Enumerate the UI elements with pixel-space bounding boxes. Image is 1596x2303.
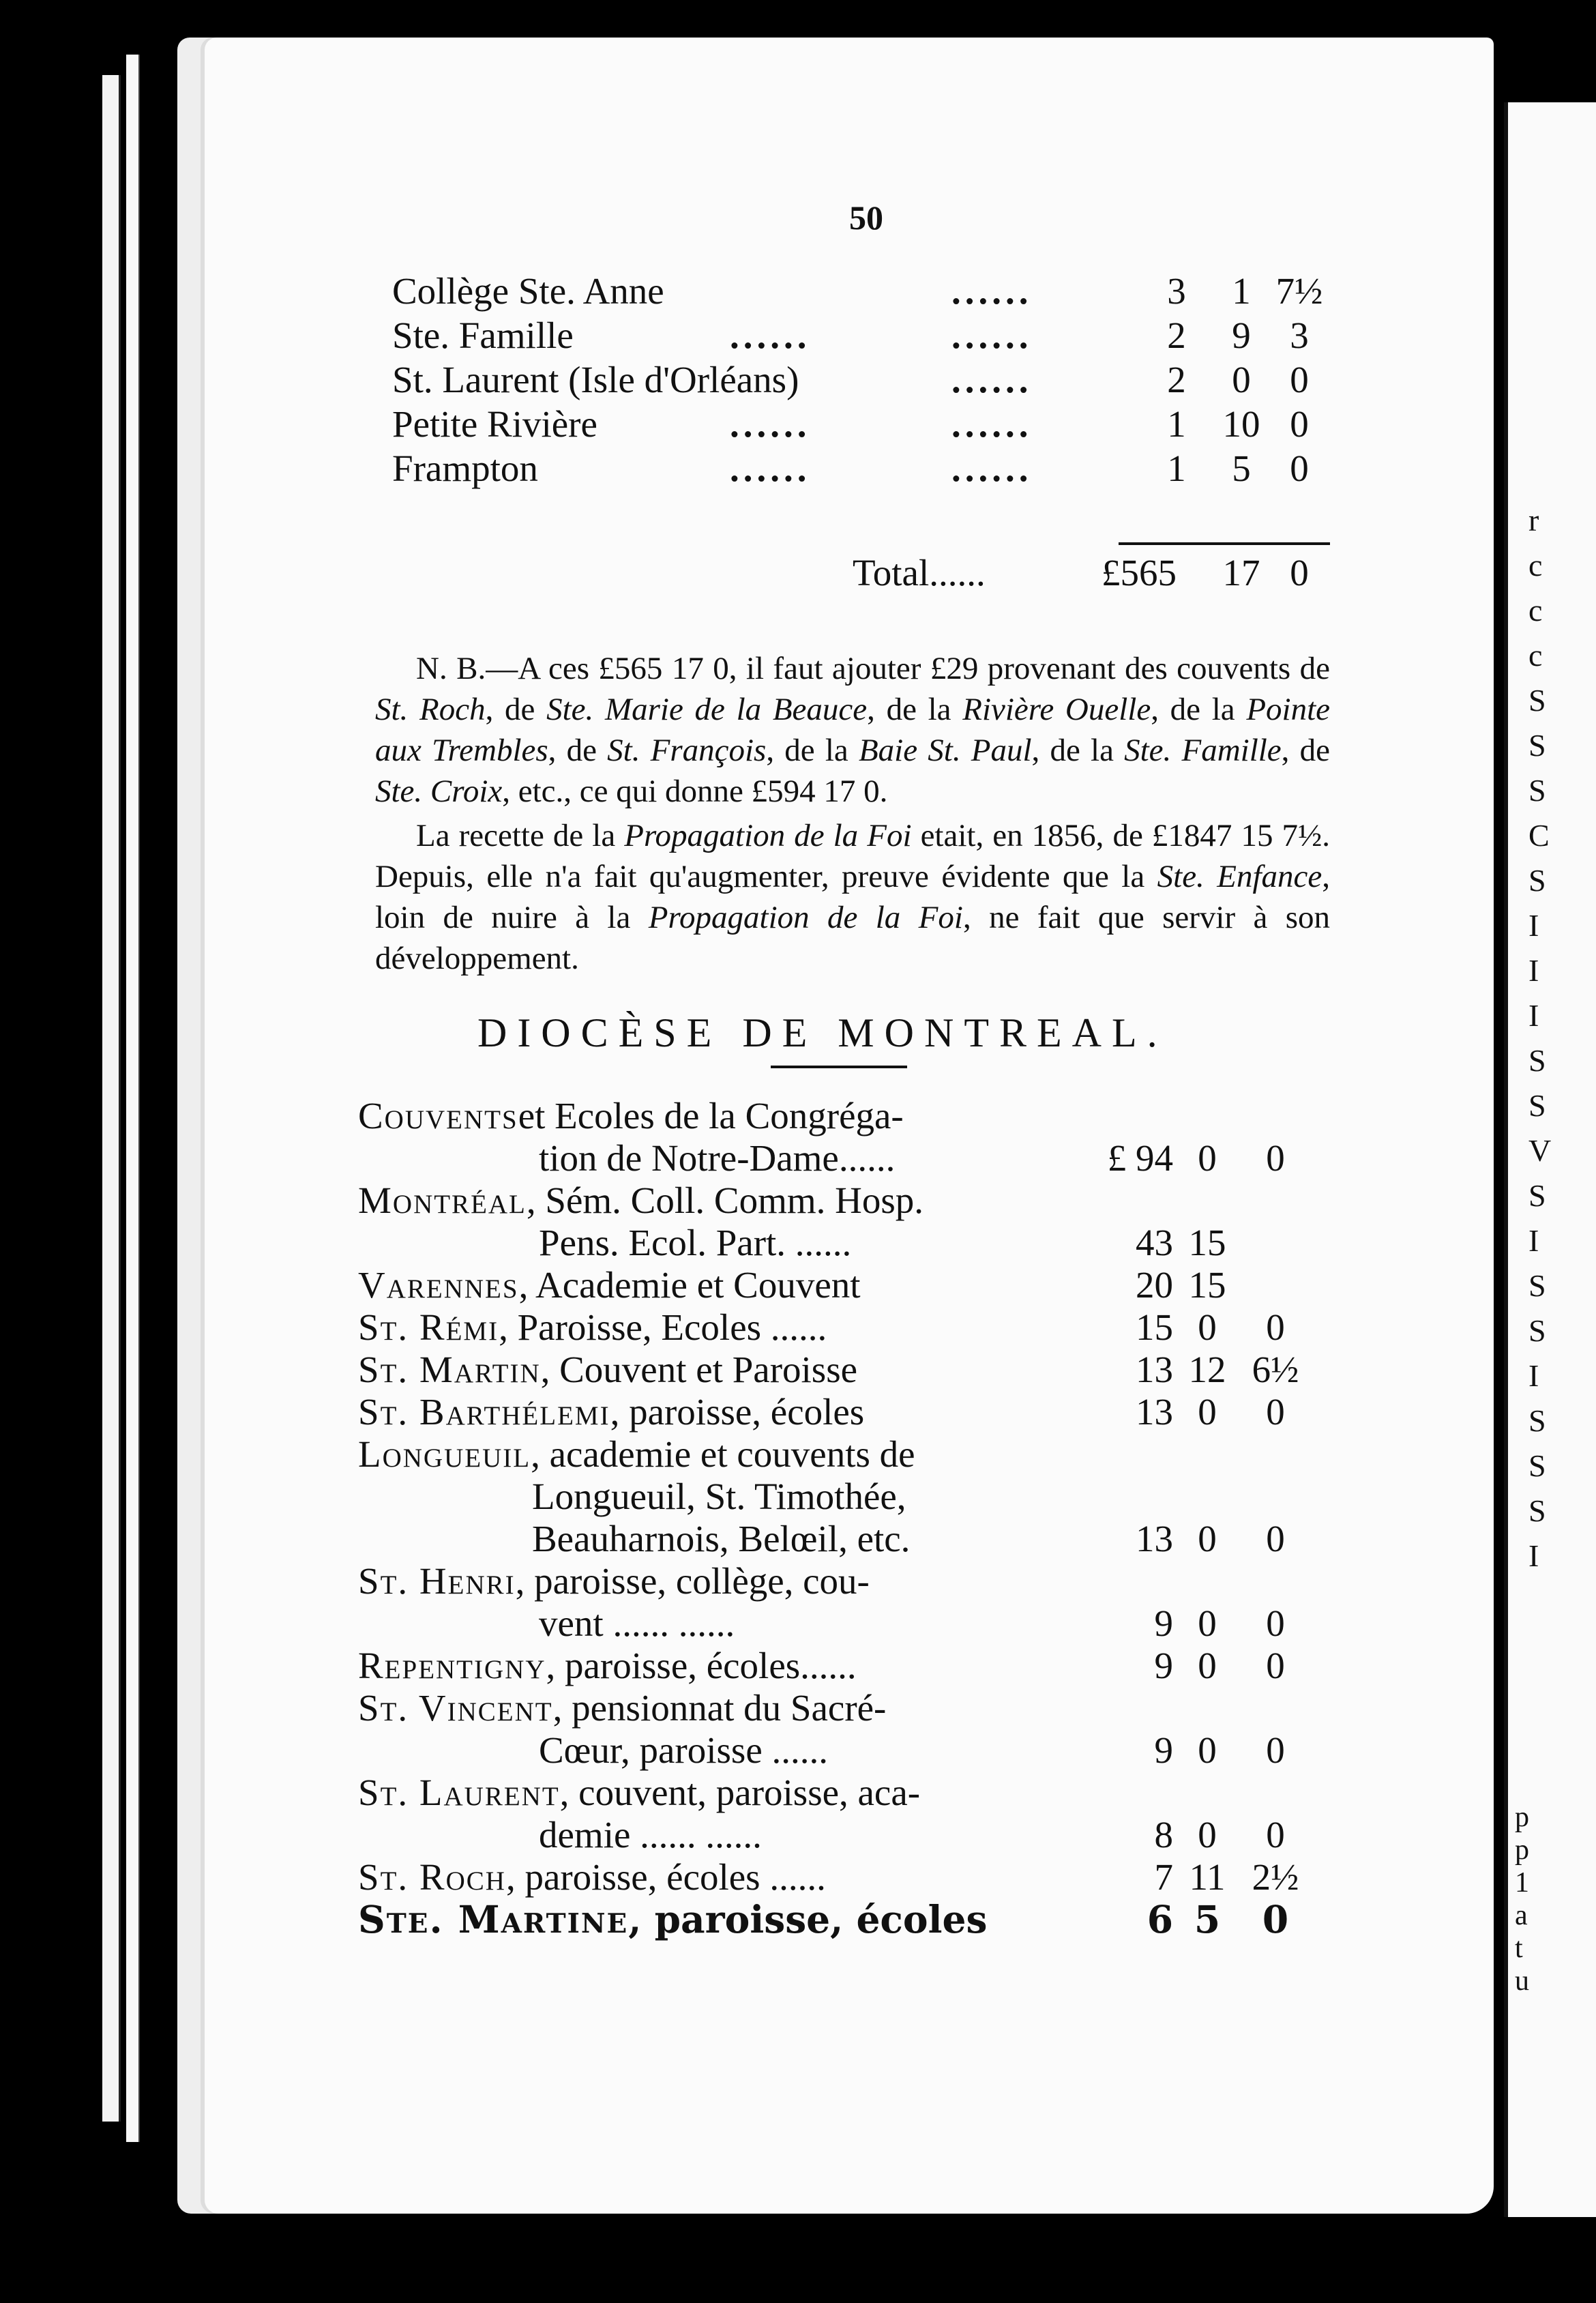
montreal-shillings: 0 — [1198, 1645, 1217, 1686]
entry-pounds: 2 — [1167, 359, 1186, 400]
nb-text: , etc., ce qui donne £594 17 0. — [502, 774, 888, 809]
entry-pence: 3 — [1290, 314, 1309, 356]
montreal-pounds: 15 — [1136, 1306, 1173, 1348]
montreal-shillings: 15 — [1188, 1222, 1226, 1263]
montreal-shillings: 11 — [1189, 1856, 1226, 1898]
facing-letter: S — [1528, 683, 1546, 718]
montreal-shillings: 0 — [1198, 1814, 1217, 1855]
montreal-pounds: 9 — [1154, 1729, 1173, 1771]
facing-letter: S — [1528, 1493, 1546, 1528]
entry-pence: 0 — [1290, 359, 1309, 400]
nb-text: , de la — [1151, 692, 1247, 727]
montreal-entry-desc: , paroisse, écoles...... — [546, 1645, 857, 1686]
leader-dots: ...... — [730, 448, 811, 489]
entry-row — [0, 314, 1596, 357]
facing-letter: C — [1528, 818, 1550, 853]
montreal-shillings: 0 — [1198, 1306, 1217, 1348]
montreal-entry-desc: , paroisse, écoles ...... — [505, 1856, 826, 1898]
montreal-entry-head: St. Laurent — [358, 1772, 560, 1813]
montreal-entry-text — [358, 1898, 987, 1941]
montreal-entry-text — [539, 1137, 895, 1179]
recette-text: , ne fait que servir à son développement. — [375, 900, 1331, 976]
entry-pounds: 1 — [1167, 403, 1186, 445]
montreal-entry-head: Ste. Martine — [358, 1897, 629, 1941]
facing-bottom-letter: p — [1515, 1802, 1529, 1833]
entry-shillings: 0 — [1232, 359, 1251, 400]
nb-italic: St. François — [607, 733, 767, 768]
leader-dots: ...... — [951, 403, 1033, 445]
montreal-entry-desc: , couvent, paroisse, aca- — [559, 1772, 921, 1813]
recette-text: etait, en 1856, de £1847 15 7½. Depuis, elle n'a fait qu'augmenter, preuve évidente que la — [375, 818, 1331, 894]
total-pounds: £565 — [1102, 552, 1177, 593]
nb-italic: Ste. Famille — [1124, 733, 1282, 768]
entry-name: Petite Rivière — [392, 403, 597, 445]
montreal-entry-desc: , paroisse, collège, cou- — [515, 1560, 870, 1602]
montreal-entry-desc: , academie et couvents de — [531, 1433, 915, 1475]
montreal-entry-head: St. Rémi — [358, 1306, 499, 1348]
montreal-shillings: 15 — [1188, 1264, 1226, 1306]
montreal-entry-text — [532, 1476, 906, 1518]
facing-bottom-letter: p — [1515, 1834, 1529, 1866]
montreal-shillings: 5 — [1194, 1897, 1221, 1941]
entry-row — [0, 447, 1596, 490]
leader-dots: ...... — [730, 314, 811, 356]
nb-italic: Rivière Ouelle — [962, 692, 1151, 727]
montreal-entry-text — [358, 1306, 827, 1349]
nb-italic: Baie St. Paul — [858, 733, 1032, 768]
montreal-entry-desc: Pens. Ecol. Part. ...... — [539, 1222, 852, 1263]
recette-paragraph — [375, 815, 1330, 979]
recette-text: La recette de la — [416, 818, 625, 853]
montreal-entry-head: Longueuil — [358, 1433, 531, 1475]
montreal-entry-text — [358, 1349, 857, 1391]
montreal-shillings: 0 — [1198, 1518, 1217, 1559]
montreal-entry-text — [539, 1602, 735, 1645]
montreal-pence: 0 — [1266, 1306, 1285, 1348]
nb-text: , de la — [766, 733, 859, 768]
sum-rule — [1119, 542, 1330, 545]
montreal-pence: 0 — [1266, 1645, 1285, 1686]
facing-letter: S — [1528, 1448, 1546, 1483]
montreal-entry-desc: , paroisse, écoles — [628, 1897, 988, 1941]
montreal-pounds: £ 94 — [1107, 1137, 1173, 1179]
entry-row — [0, 358, 1596, 402]
montreal-entry-head: St. Barthélemi — [358, 1391, 610, 1433]
recette-italic: Propagation de la Foi — [648, 900, 963, 935]
leader-dots: ...... — [951, 448, 1033, 489]
leader-dots: ...... — [951, 359, 1033, 400]
facing-letter: I — [1528, 1358, 1539, 1393]
montreal-pounds: 20 — [1136, 1264, 1173, 1306]
recette-text: , loin de nuire à la — [375, 859, 1330, 935]
montreal-pence: 0 — [1266, 1602, 1285, 1644]
nb-text: , de — [548, 733, 608, 768]
montreal-entry-desc: et Ecoles de la Congréga- — [518, 1095, 904, 1136]
entry-pounds: 1 — [1167, 448, 1186, 489]
montreal-entry-text — [358, 1095, 904, 1137]
facing-bottom-letter: t — [1515, 1933, 1523, 1964]
nb-text — [375, 648, 1330, 812]
total-label: Total...... — [853, 552, 986, 593]
facing-letter: S — [1528, 1313, 1546, 1348]
montreal-entry-desc: , paroisse, écoles — [610, 1391, 865, 1433]
montreal-entry-text — [358, 1687, 886, 1729]
facing-letter: c — [1528, 593, 1543, 628]
total-row — [0, 548, 1596, 595]
montreal-entry-desc: , Paroisse, Ecoles ...... — [499, 1306, 827, 1348]
montreal-entry-head: Couvents — [358, 1095, 518, 1136]
nb-text: , de la — [867, 692, 963, 727]
facing-letter: S — [1528, 1268, 1546, 1303]
montreal-pounds: 8 — [1154, 1814, 1173, 1855]
facing-letter: S — [1528, 773, 1546, 808]
entry-pence: 7½ — [1275, 270, 1323, 312]
montreal-entry-text — [358, 1645, 857, 1687]
nb-text: , de — [485, 692, 547, 727]
montreal-pounds: 13 — [1136, 1391, 1173, 1433]
entry-name: Frampton — [392, 448, 538, 489]
montreal-entry-desc: Cœur, paroisse ...... — [539, 1729, 828, 1771]
entry-shillings: 10 — [1222, 403, 1260, 445]
facing-letter: I — [1528, 998, 1539, 1033]
nb-italic: Ste. Marie de la Beauce — [546, 692, 868, 727]
montreal-pounds: 43 — [1136, 1222, 1173, 1263]
facing-bottom-letter: 1 — [1515, 1867, 1529, 1898]
facing-letter: S — [1528, 1088, 1546, 1123]
entry-name: Collège Ste. Anne — [392, 270, 664, 312]
montreal-entry-desc: Longueuil, St. Timothée, — [532, 1476, 906, 1517]
montreal-entry-text — [358, 1264, 861, 1306]
nb-italic: Ste. Croix — [375, 774, 503, 809]
facing-letter: I — [1528, 953, 1539, 988]
leader-dots: ...... — [951, 270, 1033, 312]
montreal-entry-text — [358, 1391, 864, 1433]
nb-italic: Pointe aux Trembles — [375, 692, 1330, 768]
nb-text: , de la — [1031, 733, 1125, 768]
montreal-pence: 6½ — [1252, 1349, 1299, 1390]
facing-letter: c — [1528, 548, 1543, 583]
montreal-entry-desc: , Academie et Couvent — [518, 1264, 861, 1306]
nb-paragraph — [375, 648, 1330, 812]
recette-italic: Ste. Enfance — [1157, 859, 1322, 894]
facing-letter: S — [1528, 728, 1546, 763]
total-shillings: 17 — [1222, 552, 1260, 593]
montreal-entry-text — [358, 1433, 915, 1476]
facing-letter: c — [1528, 638, 1543, 673]
entry-row — [0, 269, 1596, 313]
montreal-pounds: 6 — [1147, 1897, 1173, 1941]
montreal-shillings: 0 — [1198, 1602, 1217, 1644]
montreal-entry-desc: tion de Notre-Dame...... — [539, 1137, 896, 1179]
montreal-shillings: 0 — [1198, 1137, 1217, 1179]
total-pence: 0 — [1290, 552, 1309, 593]
entry-shillings: 9 — [1232, 314, 1251, 356]
montreal-pence: 0 — [1266, 1391, 1285, 1433]
montreal-entry-head: Montréal — [358, 1179, 527, 1221]
montreal-shillings: 0 — [1198, 1729, 1217, 1771]
facing-letter: S — [1528, 1403, 1546, 1438]
montreal-entry-desc: Beauharnois, Belœil, etc. — [532, 1518, 911, 1559]
facing-letter: S — [1528, 863, 1546, 898]
montreal-entry-text — [539, 1814, 762, 1856]
facing-letter: S — [1528, 1043, 1546, 1078]
montreal-pounds: 9 — [1154, 1602, 1173, 1644]
nb-italic: St. Roch — [375, 692, 486, 727]
facing-letter: I — [1528, 1223, 1539, 1258]
facing-letter: V — [1528, 1133, 1552, 1168]
montreal-pounds: 13 — [1136, 1349, 1173, 1390]
montreal-entry-head: St. Henri — [358, 1560, 516, 1602]
montreal-entry-desc: vent ...... ...... — [539, 1602, 735, 1644]
montreal-pounds: 9 — [1154, 1645, 1173, 1686]
montreal-entry-text — [532, 1518, 910, 1560]
montreal-pence: 0 — [1266, 1518, 1285, 1559]
montreal-entry-desc: , Sém. Coll. Comm. Hosp. — [526, 1179, 924, 1221]
facing-letter: r — [1528, 503, 1539, 538]
montreal-entry-text — [358, 1560, 870, 1602]
entry-pence: 0 — [1290, 403, 1309, 445]
montreal-pence: 0 — [1266, 1729, 1285, 1771]
entry-pounds: 2 — [1167, 314, 1186, 356]
montreal-entry-desc: , Couvent et Paroisse — [540, 1349, 858, 1390]
montreal-shillings: 0 — [1198, 1391, 1217, 1433]
facing-letter: I — [1528, 1538, 1539, 1573]
montreal-entry-desc: , pensionnat du Sacré- — [552, 1687, 887, 1729]
recette-text — [375, 815, 1330, 979]
montreal-pence: 0 — [1266, 1814, 1285, 1855]
montreal-entry-desc: demie ...... ...... — [539, 1814, 762, 1855]
leader-dots: ...... — [951, 314, 1033, 356]
montreal-pounds: 7 — [1154, 1856, 1173, 1898]
montreal-entry-head: Repentigny — [358, 1645, 546, 1686]
montreal-entry-text — [358, 1856, 826, 1898]
facing-letter: I — [1528, 908, 1539, 943]
entry-name: Ste. Famille — [392, 314, 574, 356]
montreal-entry-text — [358, 1179, 923, 1222]
montreal-entry-head: St. Martin — [358, 1349, 541, 1390]
montreal-entry-head: Varennes — [358, 1264, 519, 1306]
facing-page-bottom-text — [1515, 1801, 1596, 1997]
montreal-pence: 0 — [1266, 1137, 1285, 1179]
montreal-pence: 0 — [1262, 1897, 1289, 1941]
montreal-entry-head: St. Vincent — [358, 1687, 553, 1729]
entry-pence: 0 — [1290, 448, 1309, 489]
montreal-entry-text — [358, 1772, 920, 1814]
entry-name: St. Laurent (Isle d'Orléans) — [392, 359, 799, 400]
montreal-entry-head: St. Roch — [358, 1856, 506, 1898]
recette-italic: Propagation de la Foi — [624, 818, 912, 853]
montreal-pounds: 13 — [1136, 1518, 1173, 1559]
nb-text: , de — [1281, 733, 1330, 768]
page-number: 50 — [849, 199, 883, 237]
entry-row — [0, 402, 1596, 446]
entry-shillings: 5 — [1232, 448, 1251, 489]
entry-shillings: 1 — [1232, 270, 1251, 312]
leader-dots: ...... — [730, 403, 811, 445]
facing-bottom-letter: u — [1515, 1965, 1529, 1997]
facing-letter: S — [1528, 1178, 1546, 1213]
montreal-shillings: 12 — [1188, 1349, 1226, 1390]
montreal-pence: 2½ — [1252, 1856, 1299, 1898]
section-rule — [771, 1066, 907, 1068]
montreal-entry-text — [539, 1729, 828, 1772]
facing-bottom-letter: a — [1515, 1900, 1528, 1931]
montreal-entry-text — [539, 1222, 851, 1264]
section-title: DIOCÈSE DE MONTREAL. — [477, 1010, 1168, 1055]
nb-text: N. B.—A ces £565 17 0, il faut ajouter £29 provenant des couvents de — [416, 651, 1330, 686]
entry-pounds: 3 — [1167, 270, 1186, 312]
